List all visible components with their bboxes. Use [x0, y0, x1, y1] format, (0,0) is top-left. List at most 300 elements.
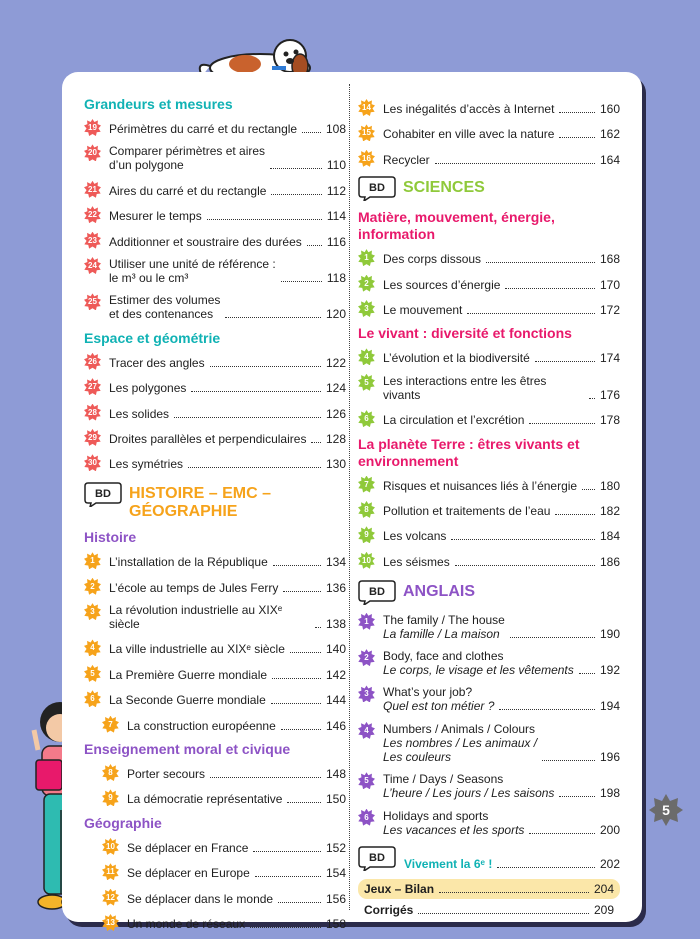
leader-dots: [486, 262, 595, 263]
chapter-number: 1: [364, 616, 369, 626]
entry-title-text: Estimer des volumes et des contenances: [109, 293, 221, 322]
toc-entry[interactable]: [84, 690, 346, 707]
chapter-number: 10: [362, 555, 371, 565]
toc-entry[interactable]: [358, 552, 620, 569]
leader-dots: [270, 168, 322, 169]
chapter-number: 26: [88, 356, 97, 366]
leader-dots: [467, 313, 595, 314]
section-emc-heading: Enseignement moral et civique: [84, 741, 291, 758]
entry-title: [383, 772, 554, 800]
jeux-bilan-entry[interactable]: [358, 879, 620, 899]
histoire-block-title: HISTOIRE – EMC – GÉOGRAPHIE: [129, 485, 271, 521]
bd-bubble-icon: [358, 175, 396, 201]
matiere-list: [358, 249, 620, 317]
toc-entry[interactable]: [358, 348, 620, 365]
entry-title: [109, 693, 266, 707]
leader-dots: [559, 796, 595, 797]
chapter-number-badge: [358, 124, 375, 141]
entry-title-text: Périmètres du carré et du rectangle: [109, 122, 298, 136]
chapter-number: 6: [90, 694, 95, 704]
vivement-page: 202: [599, 857, 620, 872]
leader-dots: [281, 729, 321, 730]
toc-entry[interactable]: [358, 275, 620, 292]
entry-title: [109, 381, 186, 395]
svg-text:BD: BD: [369, 182, 385, 195]
leader-dots: [559, 137, 595, 138]
chapter-number: 9: [108, 793, 113, 803]
entry-title-text: Porter secours: [127, 767, 206, 782]
entry-title: [127, 841, 248, 855]
anglais-list: [358, 613, 620, 837]
section-planete-heading: La planète Terre : êtres vivants et environnement: [358, 435, 580, 469]
entry-title: [127, 892, 273, 906]
sciences-block-heading: [358, 175, 620, 201]
chapter-number-badge: [84, 639, 101, 656]
entry-title-text: La circulation et l’excrétion: [383, 413, 525, 428]
histoire-list: [84, 552, 346, 732]
leader-dots: [579, 673, 595, 674]
entry-title: [383, 613, 505, 641]
page-number-ref: 162: [599, 127, 620, 142]
chapter-number: 5: [90, 668, 95, 678]
anglais-block-heading: [358, 579, 620, 605]
entry-title: [383, 529, 446, 543]
toc-entry[interactable]: [84, 764, 346, 781]
leader-dots: [510, 637, 595, 638]
bd-bubble-icon: [358, 845, 396, 871]
toc-entry[interactable]: [84, 353, 346, 370]
entry-title: [109, 356, 205, 370]
page-number-badge: [648, 793, 684, 827]
toc-entry[interactable]: [358, 374, 620, 402]
chapter-number-badge: [358, 526, 375, 543]
page-number-ref: 118: [326, 270, 346, 285]
toc-entry[interactable]: [84, 578, 346, 595]
chapter-number: 2: [364, 278, 369, 288]
page-number-ref: 140: [325, 642, 346, 657]
entry-title-text: Se déplacer en France: [127, 840, 249, 855]
chapter-number-badge: [358, 374, 375, 391]
chapter-number: 20: [88, 148, 97, 158]
toc-entry[interactable]: [84, 454, 346, 471]
chapter-number-badge: [102, 863, 119, 880]
entry-title: [383, 413, 524, 427]
entry-title-text: Se déplacer en Europe: [127, 866, 250, 881]
chapter-number-badge: [84, 232, 101, 249]
column-divider: [349, 84, 350, 910]
toc-entry[interactable]: [84, 232, 346, 249]
chapter-number: 9: [364, 530, 369, 540]
chapter-number: 19: [88, 123, 97, 132]
chapter-number: 5: [364, 776, 369, 786]
toc-entry[interactable]: [358, 685, 620, 713]
entry-title: [383, 722, 537, 764]
leader-dots: [253, 851, 321, 852]
chapter-number-badge: [102, 889, 119, 906]
chapter-number: 22: [88, 210, 97, 220]
entry-title-text: Les symétries: [109, 457, 184, 472]
entry-subtitle: Quel est ton métier ?: [383, 699, 495, 714]
toc-entry[interactable]: [84, 838, 346, 855]
page-number-ref: 182: [599, 503, 620, 518]
toc-entry[interactable]: [84, 144, 346, 172]
entry-title: [109, 432, 306, 446]
entry-title-text: Le mouvement: [383, 302, 463, 317]
chapter-number: 24: [88, 260, 97, 270]
toc-entry[interactable]: [84, 603, 346, 631]
page-number-ref: 156: [325, 891, 346, 906]
page-number-ref: 174: [599, 351, 620, 366]
entry-title: [383, 303, 462, 317]
leader-dots: [255, 876, 321, 877]
left-column: [84, 94, 346, 939]
toc-entry[interactable]: [358, 150, 620, 167]
leader-dots: [311, 442, 321, 443]
leader-dots: [529, 423, 595, 424]
sciences-block-title: SCIENCES: [403, 179, 485, 197]
chapter-number-badge: [358, 300, 375, 317]
chapter-number: 14: [362, 103, 371, 112]
leader-dots: [290, 652, 321, 653]
entry-title: [127, 767, 205, 781]
geographie-list: [84, 838, 346, 931]
toc-entry[interactable]: [84, 181, 346, 198]
entry-title: [109, 235, 302, 249]
chapter-number-badge: [84, 206, 101, 223]
toc-entry[interactable]: [84, 119, 346, 136]
chapter-number: 23: [88, 235, 97, 245]
page-number-ref: 136: [325, 580, 346, 595]
page-number-ref: 122: [325, 355, 346, 370]
entry-title-text: Les interactions entre les êtres vivants: [383, 373, 547, 402]
page-number-ref: 170: [599, 277, 620, 292]
toc-entry[interactable]: [358, 649, 620, 677]
entry-title: [383, 504, 550, 518]
chapter-number-badge: [102, 716, 119, 733]
entry-title-text: Les inégalités d’accès à Internet: [383, 102, 555, 116]
section-grandeurs-heading: Grandeurs et mesures: [84, 96, 233, 112]
entry-title: [383, 252, 481, 266]
entry-title: [109, 257, 276, 285]
chapter-number-badge: [358, 476, 375, 493]
leader-dots: [302, 132, 321, 133]
entry-title: [383, 555, 450, 569]
entry-title-text: L’évolution et la biodiversité: [383, 351, 530, 366]
section-histoire-heading: Histoire: [84, 529, 137, 546]
svg-text:BD: BD: [369, 585, 385, 598]
toc-entry[interactable]: [84, 914, 346, 931]
leader-dots: [210, 777, 321, 778]
entry-subtitle: La famille / La maison: [383, 626, 500, 641]
toc-entry[interactable]: [358, 99, 620, 116]
page-number-ref: 176: [599, 387, 620, 402]
entry-title-text: Tracer des angles: [109, 355, 205, 370]
chapter-number-badge: [84, 454, 101, 471]
entry-title-text: La ville industrielle au XIXᵉ siècle: [109, 642, 285, 657]
grandeurs-list: [84, 119, 346, 321]
page-number-ref: 114: [326, 209, 346, 224]
chapter-number: 4: [364, 725, 369, 735]
toc-entry[interactable]: [358, 526, 620, 543]
chapter-number: 1: [364, 253, 369, 263]
toc-entry[interactable]: [84, 429, 346, 446]
chapter-number-badge: [84, 578, 101, 595]
entry-title-text: Mesurer le temps: [109, 209, 202, 224]
entry-title-text: L’installation de la République: [109, 555, 268, 570]
chapter-number-badge: [84, 119, 101, 136]
corriges-page: 209: [593, 903, 614, 918]
chapter-number: 3: [90, 607, 95, 617]
corriges-entry[interactable]: [358, 903, 620, 917]
entry-title-text: Pollution et traitements de l’eau: [383, 503, 551, 518]
toc-entry[interactable]: [84, 404, 346, 421]
leader-dots: [210, 366, 321, 367]
chapter-number: 28: [88, 407, 97, 417]
entry-title: [109, 293, 220, 321]
chapter-number-badge: [84, 404, 101, 421]
chapter-number-badge: [358, 685, 375, 702]
toc-entry[interactable]: [84, 552, 346, 569]
entry-subtitle: Le corps, le visage et les vêtements: [383, 663, 574, 678]
entry-title: [109, 184, 266, 198]
leader-dots: [505, 288, 595, 289]
chapter-number-badge: [102, 764, 119, 781]
chapter-number: 1: [90, 556, 95, 566]
chapter-number-badge: [358, 275, 375, 292]
page-number-ref: 160: [599, 102, 620, 116]
toc-entry[interactable]: [84, 378, 346, 395]
entry-title-text: Holidays and sports: [383, 808, 489, 823]
page-number: 5: [662, 802, 670, 818]
jeux-bilan-title: Jeux – Bilan: [364, 882, 435, 897]
toc-entry[interactable]: [358, 501, 620, 518]
section-matiere-heading: Matière, mouvement, énergie, information: [358, 209, 555, 243]
toc-entry[interactable]: [84, 206, 346, 223]
entry-title-text: Les solides: [109, 406, 170, 421]
chapter-number: 8: [364, 504, 369, 514]
chapter-number: 10: [106, 841, 115, 851]
chapter-number-badge: [102, 914, 119, 931]
chapter-number-badge: [358, 501, 375, 518]
chapter-number-badge: [358, 150, 375, 167]
entry-title: [109, 642, 285, 656]
toc-entry[interactable]: [358, 300, 620, 317]
chapter-number-badge: [84, 144, 101, 161]
page-number-ref: 186: [599, 554, 620, 569]
toc-entry[interactable]: [358, 613, 620, 641]
page-number-ref: 194: [599, 699, 620, 714]
chapter-number: 15: [362, 128, 371, 138]
chapter-number-badge: [84, 429, 101, 446]
leader-dots: [455, 565, 595, 566]
entry-title-text: Aires du carré et du rectangle: [109, 183, 267, 198]
geographie-continued-list: [358, 99, 620, 167]
leader-dots: [315, 627, 321, 628]
entry-title-text: La révolution industrielle au XIXᵉ siècle: [109, 603, 283, 632]
chapter-number-badge: [84, 690, 101, 707]
page-number-ref: 116: [326, 234, 346, 249]
section-vivant-heading: Le vivant : diversité et fonctions: [358, 325, 572, 342]
page-number-ref: 124: [325, 381, 346, 396]
leader-dots: [529, 833, 595, 834]
entry-title: [383, 685, 494, 713]
leader-dots: [271, 703, 321, 704]
leader-dots: [582, 489, 595, 490]
entry-subtitle: L’heure / Les jours / Les saisons: [383, 786, 555, 801]
corriges-title: Corrigés: [364, 903, 414, 918]
entry-title-text: La démocratie représentative: [127, 792, 283, 807]
leader-dots: [283, 591, 321, 592]
toc-entry[interactable]: [358, 410, 620, 427]
toc-entry[interactable]: [84, 257, 346, 285]
entry-title-text: Les volcans: [383, 529, 447, 544]
chapter-number-badge: [102, 789, 119, 806]
entry-title: [109, 581, 278, 595]
toc-entry[interactable]: [358, 476, 620, 493]
chapter-number-badge: [358, 649, 375, 666]
page-number-ref: 146: [325, 718, 346, 733]
svg-text:BD: BD: [95, 488, 111, 501]
entry-title-text: Additionner et soustraire des durées: [109, 234, 302, 249]
bd-bubble-icon: [358, 579, 396, 605]
entry-title-text: What’s your job?: [383, 685, 473, 700]
entry-title: [109, 457, 183, 471]
entry-subtitle: Les nombres / Les animaux / Les couleurs: [383, 735, 538, 764]
chapter-number: 4: [364, 352, 369, 362]
page-number-ref: 142: [325, 667, 346, 682]
page-number-ref: 192: [599, 663, 620, 678]
chapter-number: 2: [364, 653, 369, 663]
entry-title: [109, 603, 310, 631]
entry-title: [383, 127, 554, 141]
entry-title: [383, 479, 577, 493]
chapter-number: 12: [106, 892, 115, 902]
page-number-ref: 198: [599, 786, 620, 801]
entry-title-text: Body, face and clothes: [383, 649, 504, 664]
toc-entry[interactable]: [358, 124, 620, 141]
page-number-ref: 112: [326, 183, 346, 198]
toc-entry[interactable]: [358, 722, 620, 764]
entry-title-text: Des corps dissous: [383, 252, 482, 267]
chapter-number: 6: [364, 812, 369, 822]
entry-title-text: Les sources d’énergie: [383, 277, 501, 292]
page-number-ref: 108: [325, 122, 346, 136]
entry-title-text: La Seconde Guerre mondiale: [109, 693, 266, 708]
entry-title: [127, 917, 245, 931]
page-number-ref: 154: [325, 866, 346, 881]
vivement-title: Vivement la 6ᵉ !: [404, 857, 493, 872]
toc-entry[interactable]: [358, 772, 620, 800]
chapter-number-badge: [84, 353, 101, 370]
entry-title: [383, 649, 574, 677]
histoire-block-heading: [84, 481, 346, 521]
chapter-number: 5: [364, 377, 369, 387]
planete-list: [358, 476, 620, 569]
svg-text:BD: BD: [369, 852, 385, 865]
entry-title-text: Time / Days / Seasons: [383, 772, 504, 787]
leader-dots: [307, 245, 322, 246]
chapter-number-badge: [84, 665, 101, 682]
page-number-ref: 168: [599, 252, 620, 267]
leader-dots: [451, 539, 595, 540]
chapter-number-badge: [358, 249, 375, 266]
chapter-number-badge: [358, 772, 375, 789]
section-geographie-heading: Géographie: [84, 814, 162, 831]
page-number-ref: 152: [325, 840, 346, 855]
leader-dots: [287, 802, 321, 803]
page-number-ref: 150: [325, 792, 346, 807]
entry-title-text: The family / The house: [383, 612, 505, 627]
chapter-number-badge: [84, 181, 101, 198]
entry-title-text: Numbers / Animals / Colours: [383, 721, 536, 736]
page-number-ref: 110: [326, 158, 346, 173]
entry-title-text: Les polygones: [109, 381, 187, 396]
entry-title: [383, 374, 584, 402]
chapter-number: 13: [106, 917, 115, 927]
toc-entry[interactable]: [358, 249, 620, 266]
page-number-ref: 172: [599, 302, 620, 317]
toc-entry[interactable]: [84, 863, 346, 880]
chapter-number: 4: [90, 643, 95, 653]
leader-dots: [497, 867, 595, 868]
toc-entry[interactable]: [84, 293, 346, 321]
toc-entry[interactable]: [84, 716, 346, 733]
toc-entry[interactable]: [84, 889, 346, 906]
leader-dots: [225, 317, 321, 318]
toc-entry[interactable]: [358, 809, 620, 837]
leader-dots: [278, 902, 321, 903]
entry-title-text: Comparer périmètres et aires d’un polygone: [109, 144, 266, 173]
toc-entry[interactable]: [84, 639, 346, 656]
leader-dots: [589, 398, 595, 399]
chapter-number: 30: [88, 458, 97, 468]
page-number-ref: 158: [325, 916, 346, 931]
page-number-ref: 184: [599, 529, 620, 544]
toc-entry[interactable]: [84, 789, 346, 806]
leader-dots: [273, 565, 321, 566]
page-number-ref: 144: [325, 693, 346, 708]
toc-entry[interactable]: [84, 665, 346, 682]
page-number-ref: 148: [325, 767, 346, 782]
entry-title: [383, 809, 524, 837]
bd-bubble-icon: [84, 481, 122, 507]
leader-dots: [188, 467, 321, 468]
entry-title: [109, 209, 202, 223]
page-number-ref: 200: [599, 822, 620, 837]
leader-dots: [559, 112, 595, 113]
leader-dots: [250, 927, 321, 928]
chapter-number-badge: [358, 348, 375, 365]
entry-title: [383, 153, 430, 167]
entry-title-text: Se déplacer dans le monde: [127, 891, 274, 906]
entry-title-text: Utiliser une unité de référence : le m³ ou le cm³: [109, 256, 276, 285]
entry-title-text: Recycler: [383, 152, 430, 167]
entry-title: [109, 668, 267, 682]
leader-dots: [555, 514, 595, 515]
leader-dots: [535, 361, 595, 362]
chapter-number-badge: [358, 613, 375, 630]
chapter-number-badge: [84, 378, 101, 395]
chapter-number: 29: [88, 432, 97, 442]
entry-title: [383, 278, 500, 292]
chapter-number-badge: [358, 552, 375, 569]
jeux-bilan-page: 204: [593, 882, 614, 897]
espace-list: [84, 353, 346, 472]
chapter-number-badge: [358, 809, 375, 826]
entry-title-text: La Première Guerre mondiale: [109, 667, 268, 682]
chapter-number: 16: [362, 153, 371, 163]
vivement-entry[interactable]: [358, 845, 620, 871]
